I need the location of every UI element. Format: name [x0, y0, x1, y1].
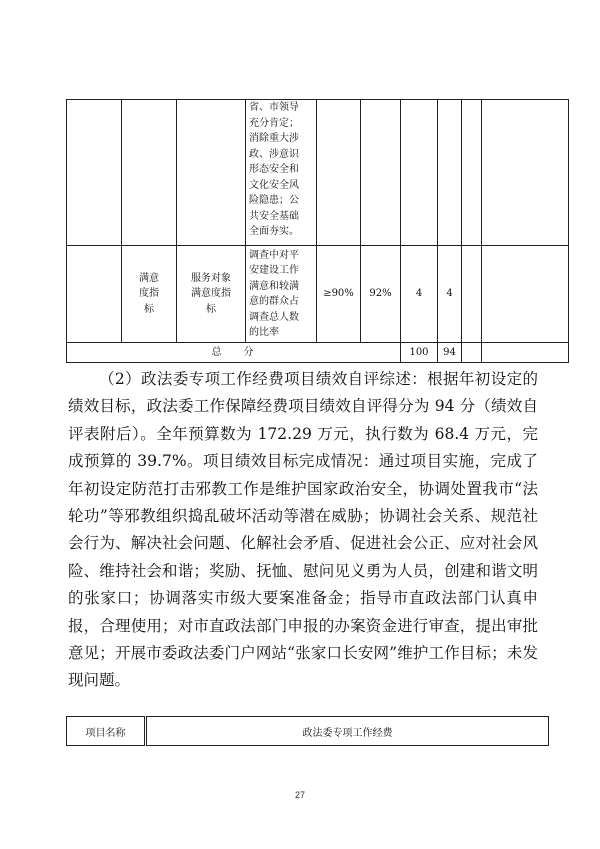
total-score-cell: 94: [443, 346, 456, 358]
subcategory-cell: 服务对象 满意度指 标: [191, 272, 231, 315]
empty-cell: [67, 246, 122, 343]
table-row-satisfaction: [67, 246, 569, 343]
empty-cell: [482, 343, 569, 363]
page-number: 27: [294, 790, 305, 800]
target-value-cell: ≥90%: [323, 288, 354, 300]
empty-cell: [361, 100, 401, 246]
table-row-total: [67, 343, 569, 363]
empty-cell: [482, 100, 569, 246]
empty-cell: [67, 100, 122, 246]
summary-paragraph: （2）政法委专项工作经费项目绩效自评综述：根据年初设定的绩效目标，政法委工作保障经费项目绩效自评得分为 94 分（绩效自评表附后）。全年预算数为 172.29 万元，执行数为 68.4 万元，完成预算的 39.7%。项目绩效目标完成情况：通过项目实施，完成了年初设定防范打击邪教工作是维护国家政治安全，协调处置我市“法轮功”等邪教组织捣乱破坏活动等潜在威胁；协调社会关系、规范社会行为、解决社会问题、化解社会矛盾、促进社会公正、应对社会风险、维持社会和谐；奖励、抚恤、慰问见义勇为人员，创建和谐文明的张家口；协调落实市级大要案准备金；指导市直政法部门认真申报，合理使用；对市直政法部门申报的办案资金进行审查，提出审批意见；开展市委政法委门户网站“张家口长安网”维护工作目标；未发现问题。: [68, 370, 538, 690]
table-row-continued: [67, 100, 569, 246]
empty-cell: [462, 343, 482, 363]
empty-cell: [177, 100, 246, 246]
empty-cell: [462, 246, 482, 343]
total-weight-cell: 100: [409, 346, 429, 358]
performance-table: [66, 99, 569, 363]
empty-cell: [462, 100, 482, 246]
indicator-description-continued: 省、市领导 充分肯定； 消除重大涉 政、涉意识 形态安全和 文化安全风 险隐患；公 共安全基础 全面夯实。: [249, 102, 299, 237]
table-row: [67, 717, 549, 746]
actual-value-cell: 92%: [369, 288, 392, 300]
score-cell: 4: [446, 288, 453, 300]
project-table: [66, 716, 549, 746]
total-label: 总分: [211, 346, 276, 358]
weight-cell: 4: [415, 288, 423, 300]
empty-cell: [438, 100, 462, 246]
empty-cell: [122, 100, 177, 246]
empty-cell: [401, 100, 438, 246]
empty-cell: [482, 246, 569, 343]
empty-cell: [317, 100, 361, 246]
description-cell: 调查中对平 安建设工作 满意和较满 意的群众占 调查总人数 的比率: [249, 249, 299, 338]
project-name-value: 政法委专项工作经费: [146, 717, 549, 746]
project-name-label: 项目名称: [67, 717, 146, 746]
category-cell: 满意 度指 标: [139, 272, 159, 315]
